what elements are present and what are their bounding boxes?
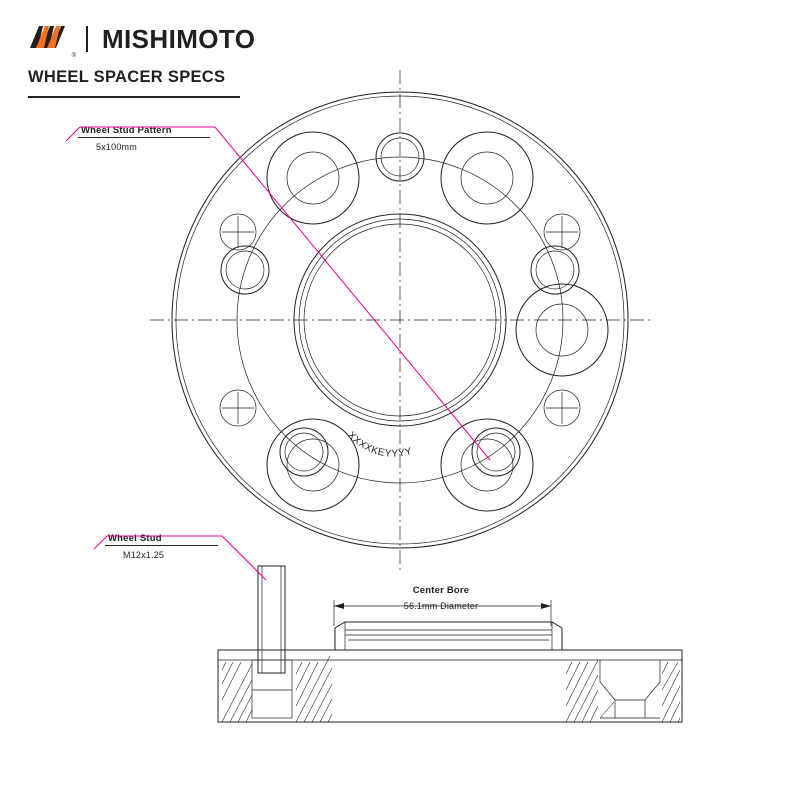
stud-bosses (267, 132, 608, 511)
callout-wheel-stud-title: Wheel Stud (108, 533, 162, 544)
section-hatch-left (222, 662, 252, 722)
dimension-center-bore-title: Center Bore (412, 585, 470, 596)
wheel-stud-leader (94, 536, 266, 580)
wheel-spacer-front-view (66, 70, 650, 570)
wheel-spacer-side-section-view (94, 536, 682, 722)
callout-stud-pattern-value: 5x100mm (96, 142, 137, 152)
brand-name: MISHIMOTO (102, 24, 256, 54)
section-hatch-left-inner (296, 656, 332, 722)
page-title: WHEEL SPACER SPECS (28, 68, 226, 86)
engraving-text: XXXXKEYYYY (345, 429, 414, 460)
stud-pattern-leader (66, 127, 490, 460)
section-hatch-far-right (600, 662, 680, 722)
dimension-center-bore-value: 56.1mm Diameter (403, 601, 479, 611)
registered-mark: ® (71, 53, 76, 59)
section-hatch-right (566, 660, 598, 722)
callout-wheel-stud-value: M12x1.25 (123, 550, 165, 560)
callout-stud-pattern-title: Wheel Stud Pattern (81, 125, 172, 136)
